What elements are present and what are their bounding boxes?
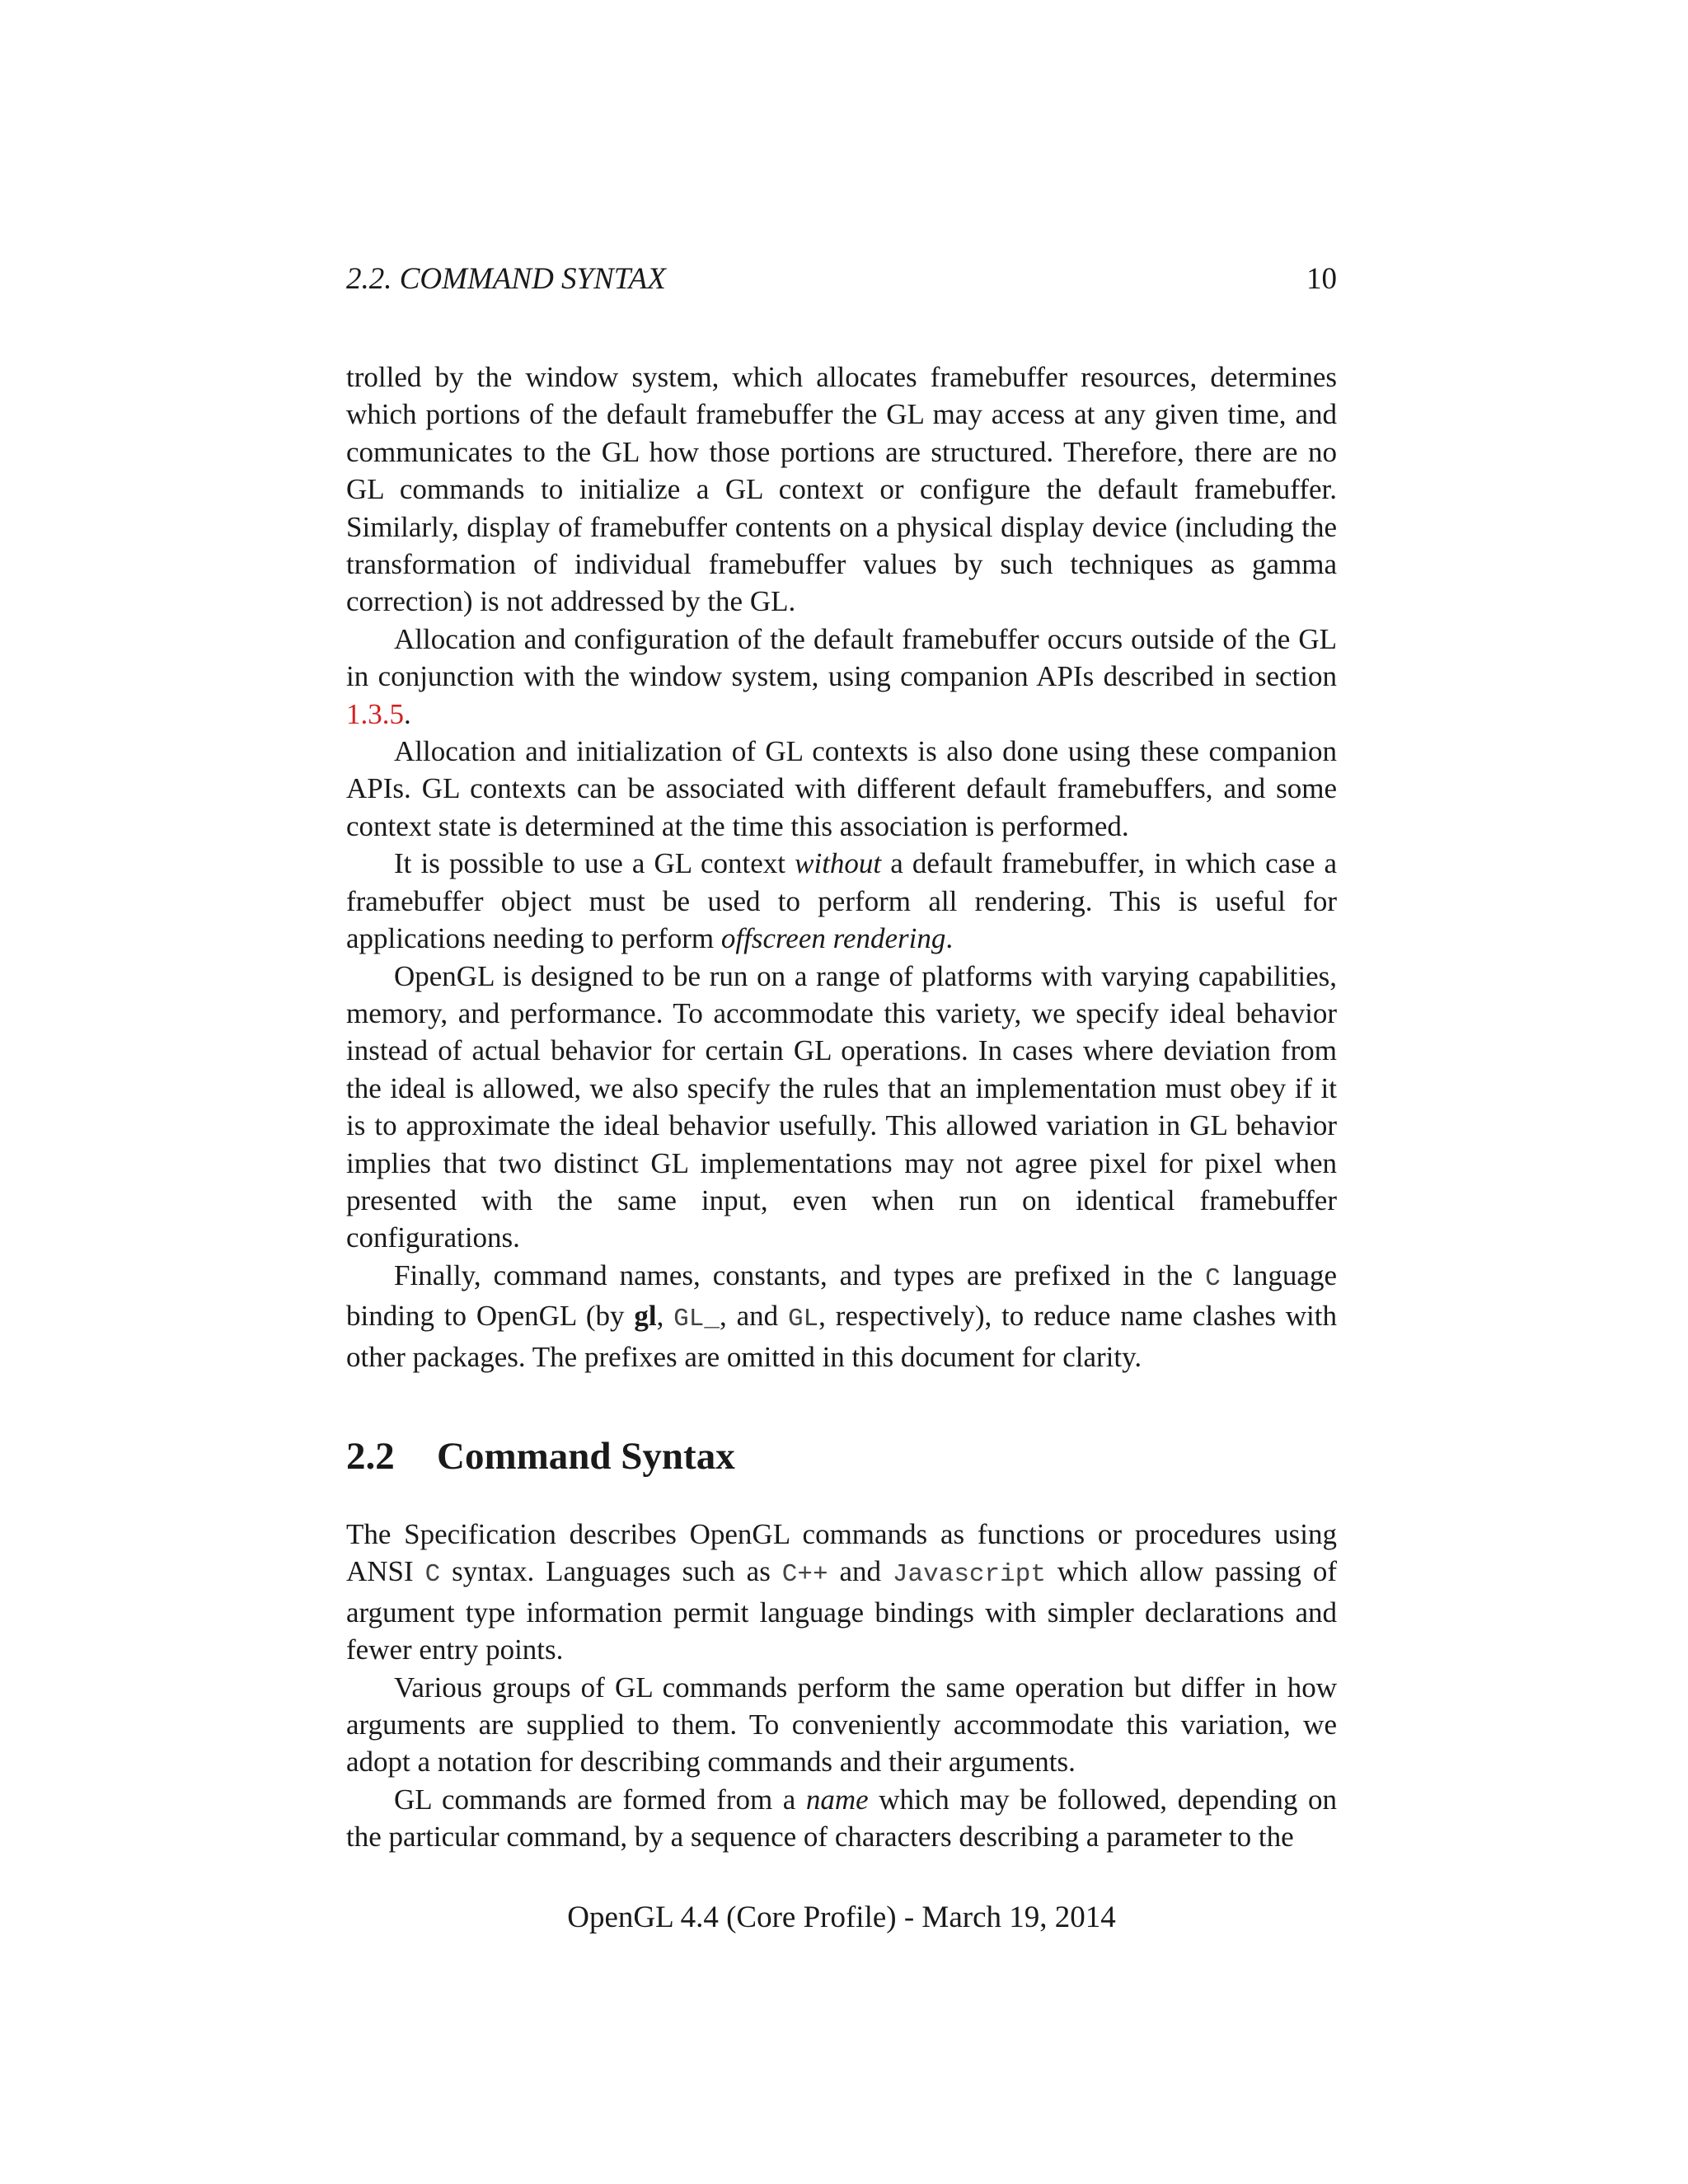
running-header [346, 259, 1337, 300]
code-gl-underscore: GL_ [673, 1305, 720, 1334]
document-page [346, 0, 1337, 2184]
page-footer: OpenGL 4.4 (Core Profile) - March 19, 2014 [567, 1900, 1116, 1934]
section-title: Command Syntax [437, 1434, 735, 1478]
paragraph-3: Allocation and initialization of GL contexts is also done using these companion APIs. GL contexts can be associated with different default framebuffers, and some context state is determined at the time this association is performed. [346, 735, 1337, 842]
section-paragraph-3: GL commands are formed from a name which may be followed, depending on the particular command, by a sequence of characters describing a parameter to the [346, 1783, 1337, 1854]
emphasis-name: name [805, 1783, 869, 1816]
header-section-title: 2.2. COMMAND SYNTAX [346, 262, 666, 296]
paragraph-6: Finally, command names, constants, and types are prefixed in the C language binding to OpenGL (by gl, GL_, and GL, respectively), to reduce name clashes with other packages. The prefixes are omitted in this document for clarity. [346, 1258, 1338, 1373]
section-paragraph-2: Various groups of GL commands perform the same operation but differ in how arguments are supplied to them. To conveniently accommodate this variation, we adopt a notation for describing commands and their arguments. [346, 1671, 1337, 1779]
code-c: C [1205, 1263, 1221, 1293]
paragraph-2: Allocation and configuration of the default framebuffer occurs outside of the GL in conjunction with the window system, using companion APIs described in section 1.3.5. [346, 622, 1337, 730]
code-gl: GL [787, 1305, 819, 1334]
code-cpp: C++ [781, 1560, 828, 1590]
section-number: 2.2 [346, 1434, 395, 1478]
header-page-number: 10 [1306, 262, 1337, 296]
paragraph-1: trolled by the window system, which allocates framebuffer resources, determines which portions of the default framebuffer the GL may access at any given time, and communicates to the GL how those portions are structured. Therefore, there are no GL commands to initialize a GL context or configure the default framebuffer. Similarly, display of framebuffer contents on a physical display device (including the transformation of individual framebuffer values by such techniques as gamma correction) is not addressed by the GL. [346, 361, 1337, 618]
emphasis-offscreen-rendering: offscreen rendering [720, 922, 946, 955]
section-heading [346, 1433, 1337, 1479]
section-paragraph-1: The Specification describes OpenGL commands as functions or procedures using ANSI C syntax. Languages such as C++ and Javascript which allow passing of argument type information permit language bindings with simpler declarations and fewer entry points. [346, 1517, 1337, 1666]
paragraph-5: OpenGL is designed to be run on a range of platforms with varying capabilities, memory, and performance. To accommodate this variety, we specify ideal behavior instead of actual behavior for certain GL operations. In cases where deviation from the ideal is allowed, we also specify the rules that an implementation must obey if it is to approximate the ideal behavior usefully. This allowed variation in GL behavior implies that two distinct GL implementations may not agree pixel for pixel when presented with the same input, even when run on identical framebuffer configurations. [346, 959, 1337, 1254]
paragraph-4: It is possible to use a GL context without a default framebuffer, in which case a framebuffer object must be used to perform all rendering. This is useful for applications needing to perform offscreen rendering. [346, 847, 1337, 955]
section-link-1-3-5[interactable]: 1.3.5 [346, 697, 404, 730]
bold-gl-prefix: gl [634, 1300, 657, 1333]
code-javascript: Javascript [892, 1560, 1046, 1590]
emphasis-without: without [795, 847, 882, 880]
body-text [346, 359, 1337, 1856]
code-c: C [424, 1560, 441, 1590]
